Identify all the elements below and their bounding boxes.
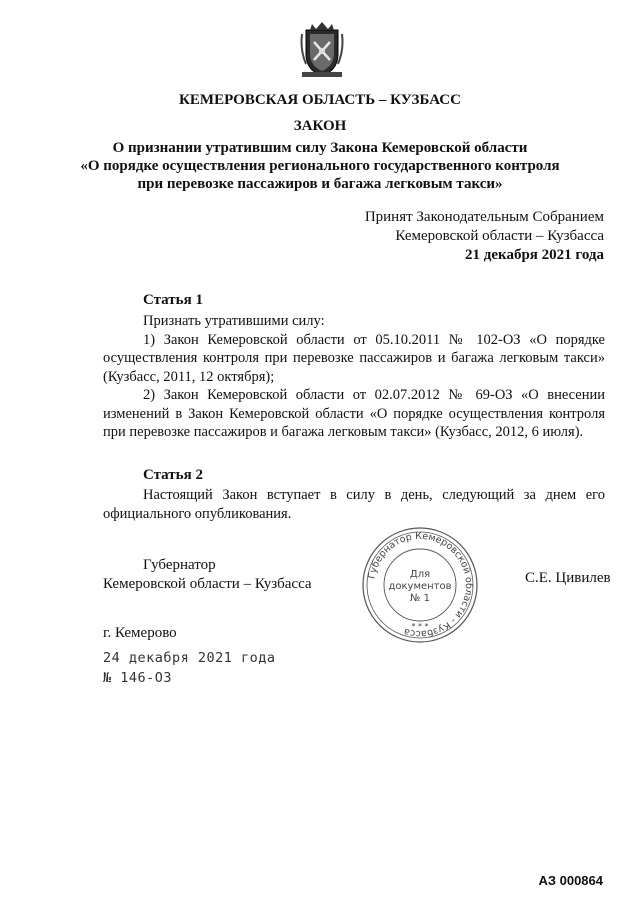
seal-stars: * * * bbox=[411, 622, 429, 631]
signatory-position-line: Кемеровской области – Кузбасса bbox=[103, 576, 312, 592]
law-title-line: О признании утратившим силу Закона Кемеровской области bbox=[112, 140, 528, 156]
seal-center-line: Для bbox=[409, 569, 431, 580]
signatory-position-line: Губернатор bbox=[143, 557, 216, 573]
typed-number: № 146-ОЗ bbox=[103, 670, 173, 686]
adoption-line: Принят Законодательным Собранием bbox=[364, 209, 604, 225]
form-code: АЗ 000864 bbox=[538, 873, 603, 888]
document-type: ЗАКОН bbox=[293, 118, 347, 134]
region-name: КЕМЕРОВСКАЯ ОБЛАСТЬ – КУЗБАСС bbox=[179, 92, 461, 108]
signer-name: С.Е. Цивилев bbox=[525, 570, 611, 586]
article-2-heading: Статья 2 bbox=[143, 467, 203, 483]
article-1-item-2: 2) Закон Кемеровской области от 02.07.2012 № 69-ОЗ «О внесении изменений в Закон Кемеровской области «О порядке осуществления контроля при перевозке пассажиров и багажа легковым такси» (Кузбасс, 2012, 6 июля). bbox=[103, 387, 605, 440]
law-title bbox=[0, 139, 640, 193]
law-title-line: при перевозке пассажиров и багажа легковым такси» bbox=[137, 176, 503, 192]
adoption-block bbox=[304, 208, 604, 265]
seal-center-line: документов bbox=[388, 581, 452, 592]
typed-date: 24 декабря 2021 года bbox=[103, 650, 276, 666]
article-1-item-1: 1) Закон Кемеровской области от 05.10.2011 № 102-ОЗ «О порядке осуществления контроля при перевозке пассажиров и багажа легковым такси» (Кузбасс, 2011, 12 октября); bbox=[103, 331, 605, 385]
official-seal bbox=[360, 525, 480, 645]
article-1-body bbox=[103, 312, 605, 442]
adoption-date: 21 декабря 2021 года bbox=[465, 247, 604, 263]
law-title-line: «О порядке осуществления регионального государственного контроля bbox=[80, 158, 560, 174]
seal-ring-text: Губернатор Кемеровской области - Кузбасса bbox=[366, 530, 475, 640]
article-1-heading: Статья 1 bbox=[143, 292, 203, 308]
article-2-text: Настоящий Закон вступает в силу в день, следующий за днем его официального опубликования. bbox=[103, 487, 605, 522]
signatory-position bbox=[103, 556, 312, 594]
seal-center-line: № 1 bbox=[410, 593, 430, 604]
article-1-intro: Признать утратившими силу: bbox=[143, 313, 325, 329]
adoption-line: Кемеровской области – Кузбасса bbox=[395, 228, 604, 244]
article-2-body bbox=[103, 486, 605, 523]
city: г. Кемерово bbox=[103, 625, 177, 641]
coat-of-arms-icon bbox=[300, 20, 344, 80]
